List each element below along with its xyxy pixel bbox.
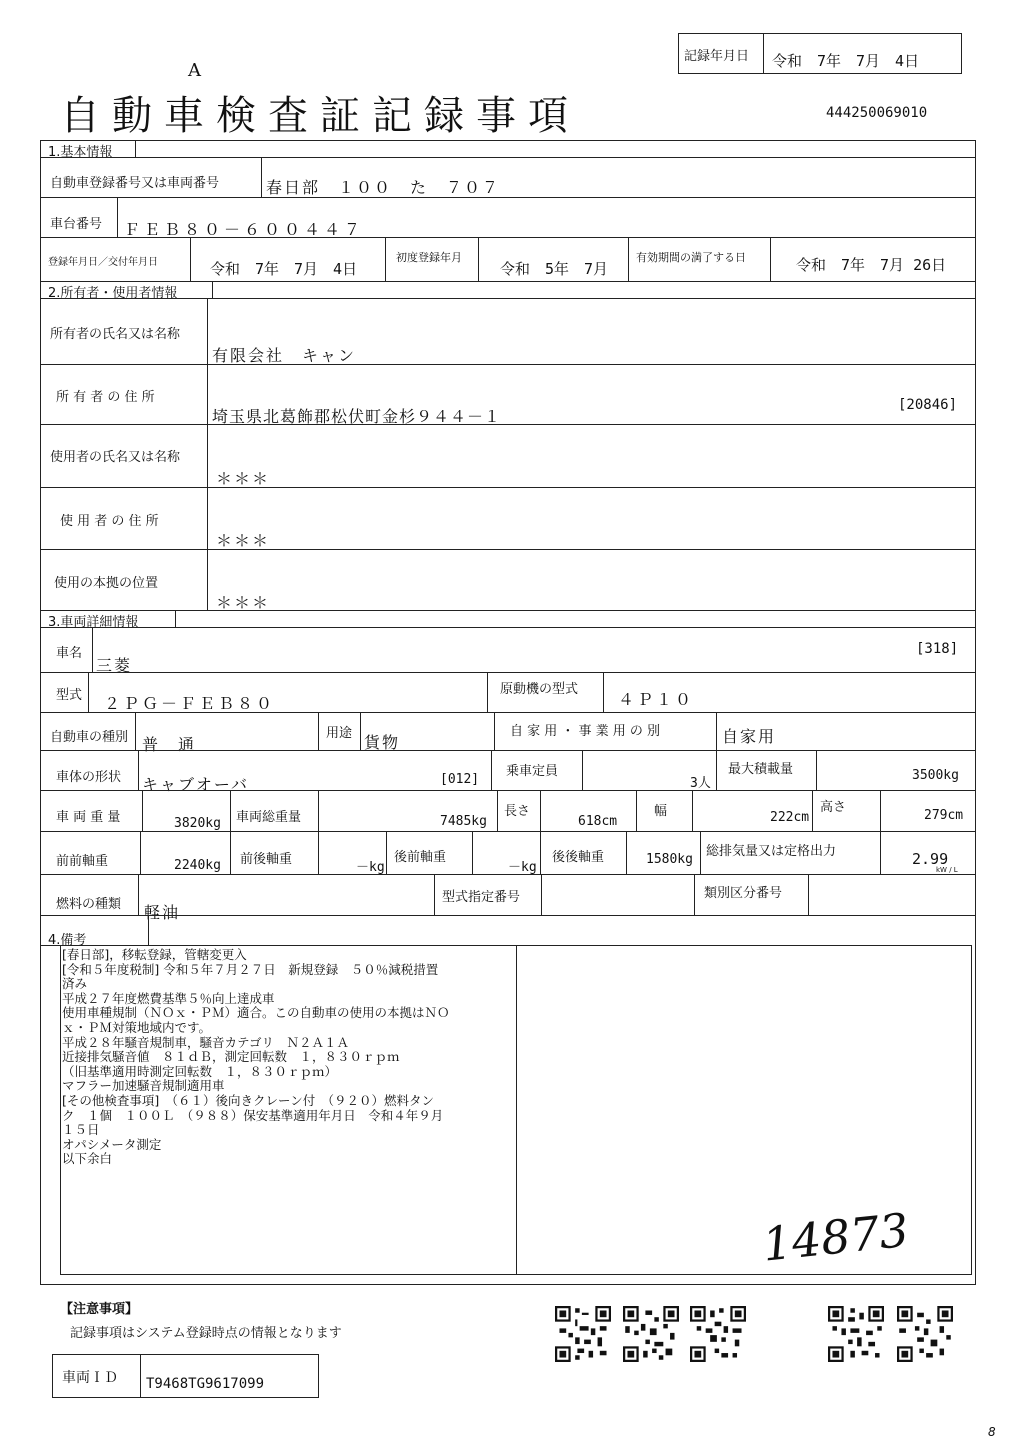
max-load-value: 3500kg bbox=[912, 768, 959, 783]
qr-code-5 bbox=[897, 1306, 953, 1362]
registration-number-value: 春日部 １００ た ７０７ bbox=[266, 178, 501, 197]
usage-label: 用途 bbox=[326, 726, 353, 741]
car-name-label: 車名 bbox=[56, 646, 83, 661]
width-value: 222cm bbox=[770, 810, 810, 825]
rear-front-axle-label: 後前軸重 bbox=[394, 850, 447, 865]
fuel-type-label: 燃料の種類 bbox=[56, 897, 122, 912]
record-date-label: 記録年月日 bbox=[684, 49, 750, 64]
corner-mark: 8 bbox=[988, 1425, 996, 1439]
car-name-value: 三菱 bbox=[96, 656, 133, 675]
vehicle-weight-label: 車 両 重 量 bbox=[56, 810, 121, 825]
body-shape-code: [012] bbox=[440, 772, 480, 787]
displacement-unit: kW / L bbox=[936, 866, 958, 874]
private-business-label: 自 家 用 ・ 事 業 用 の 別 bbox=[510, 724, 661, 739]
first-registration-value: 令和 5年 7月 bbox=[500, 260, 609, 278]
caution-heading: 【注意事項】 bbox=[60, 1302, 139, 1317]
rear-rear-axle-value: 1580kg bbox=[646, 852, 693, 867]
max-load-label: 最大積載量 bbox=[728, 762, 794, 777]
base-location-label: 使用の本拠の位置 bbox=[54, 576, 159, 591]
displacement-value: 2.99 bbox=[912, 850, 949, 868]
first-registration-label: 初度登録年月 bbox=[396, 251, 462, 264]
usage-value: 貨物 bbox=[364, 733, 401, 752]
capacity-label: 乗車定員 bbox=[506, 764, 559, 779]
handwritten-number: 14873 bbox=[760, 1202, 912, 1272]
displacement-label: 総排気量又は定格出力 bbox=[706, 844, 837, 859]
vehicle-id-label: 車両ＩＤ bbox=[62, 1370, 118, 1386]
body-shape-value: キャブオーバ bbox=[142, 775, 250, 794]
fuel-type-value: 軽油 bbox=[144, 903, 181, 922]
type-designation-label: 型式指定番号 bbox=[442, 890, 521, 905]
page-title: 自動車検査証記録事項 bbox=[60, 93, 580, 139]
engine-model-value: ４Ｐ１０ bbox=[618, 690, 695, 709]
body-shape-label: 車体の形状 bbox=[56, 770, 122, 785]
vehicle-id-value: T9468TG9617099 bbox=[146, 1376, 265, 1392]
owner-address-code: [20846] bbox=[898, 397, 958, 413]
length-value: 618cm bbox=[578, 814, 618, 829]
record-date-divider bbox=[763, 33, 764, 74]
section1-heading: 1.基本情報 bbox=[48, 145, 113, 160]
record-date-value: 令和 7年 7月 4日 bbox=[772, 52, 920, 70]
engine-model-label: 原動機の型式 bbox=[500, 682, 579, 697]
length-label: 長さ bbox=[504, 804, 531, 819]
owner-address-value: 埼玉県北葛飾郡松伏町金杉９４４－１ bbox=[212, 407, 502, 426]
chassis-number-value: ＦＥＢ８０－６００４４７ bbox=[124, 220, 365, 239]
front-front-axle-value: 2240kg bbox=[174, 858, 221, 873]
gross-weight-value: 7485kg bbox=[440, 814, 487, 829]
user-address-label: 使 用 者 の 住 所 bbox=[60, 514, 159, 529]
car-name-code: [318] bbox=[916, 641, 959, 657]
height-value: 279cm bbox=[924, 808, 964, 823]
registration-number-label: 自動車登録番号又は車両番号 bbox=[50, 176, 220, 191]
vehicle-kind-value: 普 通 bbox=[142, 735, 197, 754]
registration-date-label: 登録年月日／交付年月日 bbox=[48, 257, 158, 268]
model-value: ２ＰＧ－ＦＥＢ８０ bbox=[104, 694, 276, 713]
vehicle-kind-label: 自動車の種別 bbox=[50, 730, 129, 745]
front-rear-axle-value: －kg bbox=[356, 860, 385, 875]
private-business-value: 自家用 bbox=[722, 727, 777, 746]
document-number: 444250069010 bbox=[826, 105, 928, 121]
width-label: 幅 bbox=[654, 804, 668, 819]
qr-code-3 bbox=[690, 1306, 746, 1362]
user-name-label: 使用者の氏名又は名称 bbox=[50, 450, 181, 465]
base-location-value: ＊＊＊ bbox=[216, 593, 271, 612]
owner-address-label: 所 有 者 の 住 所 bbox=[56, 390, 155, 405]
front-front-axle-label: 前前軸重 bbox=[56, 854, 109, 869]
qr-code-1 bbox=[555, 1306, 611, 1362]
user-address-value: ＊＊＊ bbox=[216, 531, 271, 550]
user-name-value: ＊＊＊ bbox=[216, 469, 271, 488]
registration-date-value: 令和 7年 7月 4日 bbox=[210, 260, 358, 278]
height-label: 高さ bbox=[820, 800, 847, 815]
owner-name-label: 所有者の氏名又は名称 bbox=[50, 327, 181, 342]
expiry-date-label: 有効期間の満了する日 bbox=[636, 251, 746, 264]
chassis-number-label: 車台番号 bbox=[50, 217, 103, 232]
caution-text: 記録事項はシステム登録時点の情報となります bbox=[70, 1326, 342, 1341]
front-rear-axle-label: 前後軸重 bbox=[240, 852, 293, 867]
rear-rear-axle-label: 後後軸重 bbox=[552, 850, 605, 865]
expiry-date-value: 令和 7年 7月 26日 bbox=[796, 256, 947, 274]
model-label: 型式 bbox=[56, 688, 83, 703]
category-number-label: 類別区分番号 bbox=[704, 886, 783, 901]
section2-heading: 2.所有者・使用者情報 bbox=[48, 286, 178, 301]
section4-heading: 4.備考 bbox=[48, 933, 87, 948]
form-letter: A bbox=[188, 60, 201, 81]
rear-front-axle-value: －kg bbox=[508, 860, 537, 875]
vehicle-weight-value: 3820kg bbox=[174, 816, 221, 831]
section3-heading: 3.車両詳細情報 bbox=[48, 615, 139, 630]
capacity-value: 3人 bbox=[690, 776, 711, 791]
notes-text: [春日部]，移転登録，管轄変更入 [令和５年度税制] 令和５年７月２７日 新規登録 ５０％減税措置 済み 平成２７年度燃費基準５％向上達成車 使用車種規制（ＮＯｘ・ＰＭ）適合。この自動車の使用の本拠はＮＯ ｘ・ＰＭ対策地域内です。 平成２８年騒音規制車，騒音カテゴリ Ｎ２Ａ１Ａ 近接排気騒音値 ８１ｄＢ，測定回転数 １，８３０ｒｐｍ （旧基準適用時測定回転数 １，８３０ｒｐｍ） マフラー加速騒音規制適用車 [その他検査事項] （６１）後向きクレーン付 （９２０）燃料タン ク １個 １００Ｌ （９８８）保安基準適用年月日 令和４年９月 １５日 オパシメータ測定 以下余白 bbox=[62, 947, 450, 1167]
gross-weight-label: 車両総重量 bbox=[236, 810, 302, 825]
qr-code-4 bbox=[828, 1306, 884, 1362]
owner-name-value: 有限会社 キャン bbox=[212, 346, 357, 365]
qr-code-2 bbox=[623, 1306, 679, 1362]
